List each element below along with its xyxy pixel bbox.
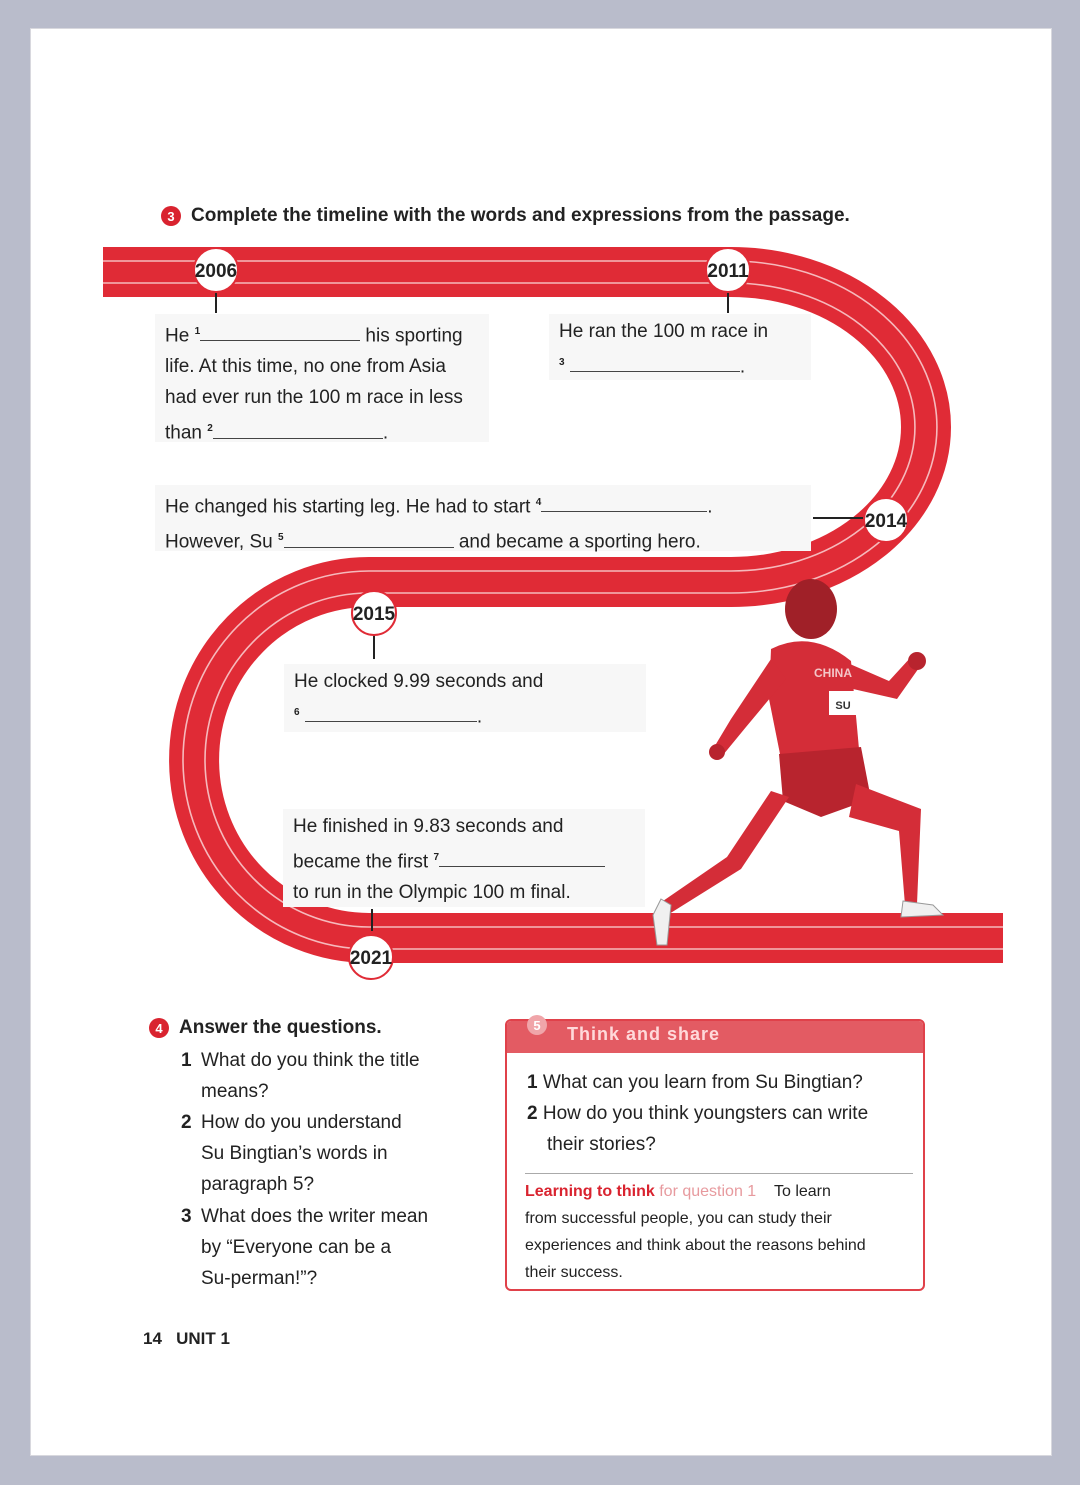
- text: He finished in 9.83 seconds and: [293, 816, 564, 837]
- think-question-2: [527, 1098, 868, 1160]
- exercise-title: Answer the questions.: [179, 1017, 382, 1038]
- text: and became a sporting hero.: [458, 531, 701, 553]
- text: paragraph 5?: [201, 1174, 315, 1195]
- text: Su-perman!”?: [201, 1268, 318, 1289]
- exercise-instruction: Complete the timeline with the words and expressions from the passage.: [191, 205, 850, 226]
- runner-jersey-text: CHINA: [814, 666, 852, 680]
- blank-number: 2: [207, 423, 213, 435]
- timeline-box-2011: He ran the 100 m race in $^3$ .: [549, 314, 811, 380]
- timeline-box-2014: He changed his starting leg. He had to start $^4$ . However, Su $^5$ and became a sporting hero.: [155, 485, 811, 551]
- learning-subtitle: for question 1: [659, 1183, 757, 1200]
- answer-blank-2[interactable]: [213, 420, 383, 439]
- question-number: 1: [181, 1050, 192, 1071]
- year-2014: 2014: [864, 511, 908, 532]
- answer-blank-5[interactable]: [284, 529, 454, 548]
- answer-blank-6[interactable]: [305, 703, 477, 722]
- text: He changed his starting leg. He had to start: [165, 496, 531, 518]
- exercise-number-badge: 3: [161, 206, 181, 226]
- textbook-page: [30, 28, 1052, 1456]
- question-1: [181, 1045, 420, 1107]
- text: However, Su: [165, 531, 273, 553]
- text: How do you understand: [201, 1112, 402, 1133]
- think-and-share-header: [507, 1017, 923, 1053]
- blank-number: 6: [294, 707, 300, 718]
- page-number: 14: [143, 1329, 162, 1348]
- text: their stories?: [547, 1134, 656, 1155]
- question-number: 1: [527, 1072, 538, 1093]
- answer-blank-3[interactable]: [570, 353, 740, 372]
- learning-to-think-note: [525, 1173, 913, 1286]
- text: became the first: [293, 851, 429, 873]
- blank-number: 3: [559, 357, 565, 368]
- blank-number: 5: [278, 532, 284, 544]
- text: his sporting: [365, 325, 463, 347]
- text: than: [165, 422, 202, 444]
- text: had ever run the 100 m race in less: [165, 387, 463, 409]
- answer-blank-1[interactable]: [200, 322, 360, 341]
- answer-blank-7[interactable]: [439, 848, 605, 867]
- question-number: 3: [181, 1206, 192, 1227]
- think-and-share-box: [505, 1019, 925, 1291]
- question-number: 2: [181, 1112, 192, 1133]
- text: What does the writer mean: [201, 1206, 429, 1227]
- text: to run in the Olympic 100 m final.: [293, 882, 571, 904]
- think-number-badge: 5: [527, 1015, 547, 1035]
- text: What do you think the title: [201, 1050, 420, 1071]
- answer-blank-4[interactable]: [541, 493, 707, 512]
- runner-bib: SU: [835, 700, 851, 712]
- exercise-4-heading: [149, 1017, 382, 1039]
- question-2: [181, 1107, 402, 1200]
- year-2011: 2011: [707, 261, 749, 282]
- text: To learn: [773, 1183, 831, 1200]
- text: He: [165, 325, 190, 347]
- blank-number: 4: [535, 497, 542, 508]
- text: What can you learn from Su Bingtian?: [542, 1072, 863, 1093]
- learning-title: Learning to think: [525, 1183, 655, 1200]
- text: Su Bingtian’s words in: [201, 1143, 388, 1164]
- runner-illustration: [621, 569, 951, 969]
- year-2015: 2015: [352, 604, 396, 625]
- text: from successful people, you can study their: [525, 1210, 832, 1227]
- text: means?: [201, 1081, 269, 1102]
- think-question-1: [527, 1067, 863, 1098]
- page-footer: [143, 1329, 230, 1349]
- question-number: 2: [527, 1103, 538, 1124]
- exercise-number-badge: 4: [149, 1018, 169, 1038]
- think-and-share-title: Think and share: [567, 1024, 721, 1044]
- timeline-box-2006: He $^1$ his sporting life. At this time, no one from Asia had ever run the 100 m race in less than $^2$ .: [155, 314, 489, 442]
- text: He clocked 9.99 seconds and: [294, 671, 544, 692]
- unit-label: UNIT 1: [176, 1329, 230, 1348]
- text: by “Everyone can be a: [201, 1237, 392, 1258]
- blank-number: 7: [433, 852, 440, 863]
- text: experiences and think about the reasons behind: [525, 1237, 866, 1254]
- text: He ran the 100 m race in: [559, 321, 769, 342]
- text: How do you think youngsters can write: [542, 1103, 869, 1124]
- blank-number: 1: [194, 326, 201, 337]
- timeline-box-2015: He clocked 9.99 seconds and $^6$ .: [284, 664, 646, 732]
- year-2006: 2006: [194, 261, 238, 282]
- text: their success.: [525, 1264, 623, 1281]
- question-3: [181, 1201, 428, 1294]
- text: life. At this time, no one from Asia: [165, 356, 446, 378]
- year-2021: 2021: [349, 948, 393, 969]
- timeline-box-2021: [283, 809, 645, 907]
